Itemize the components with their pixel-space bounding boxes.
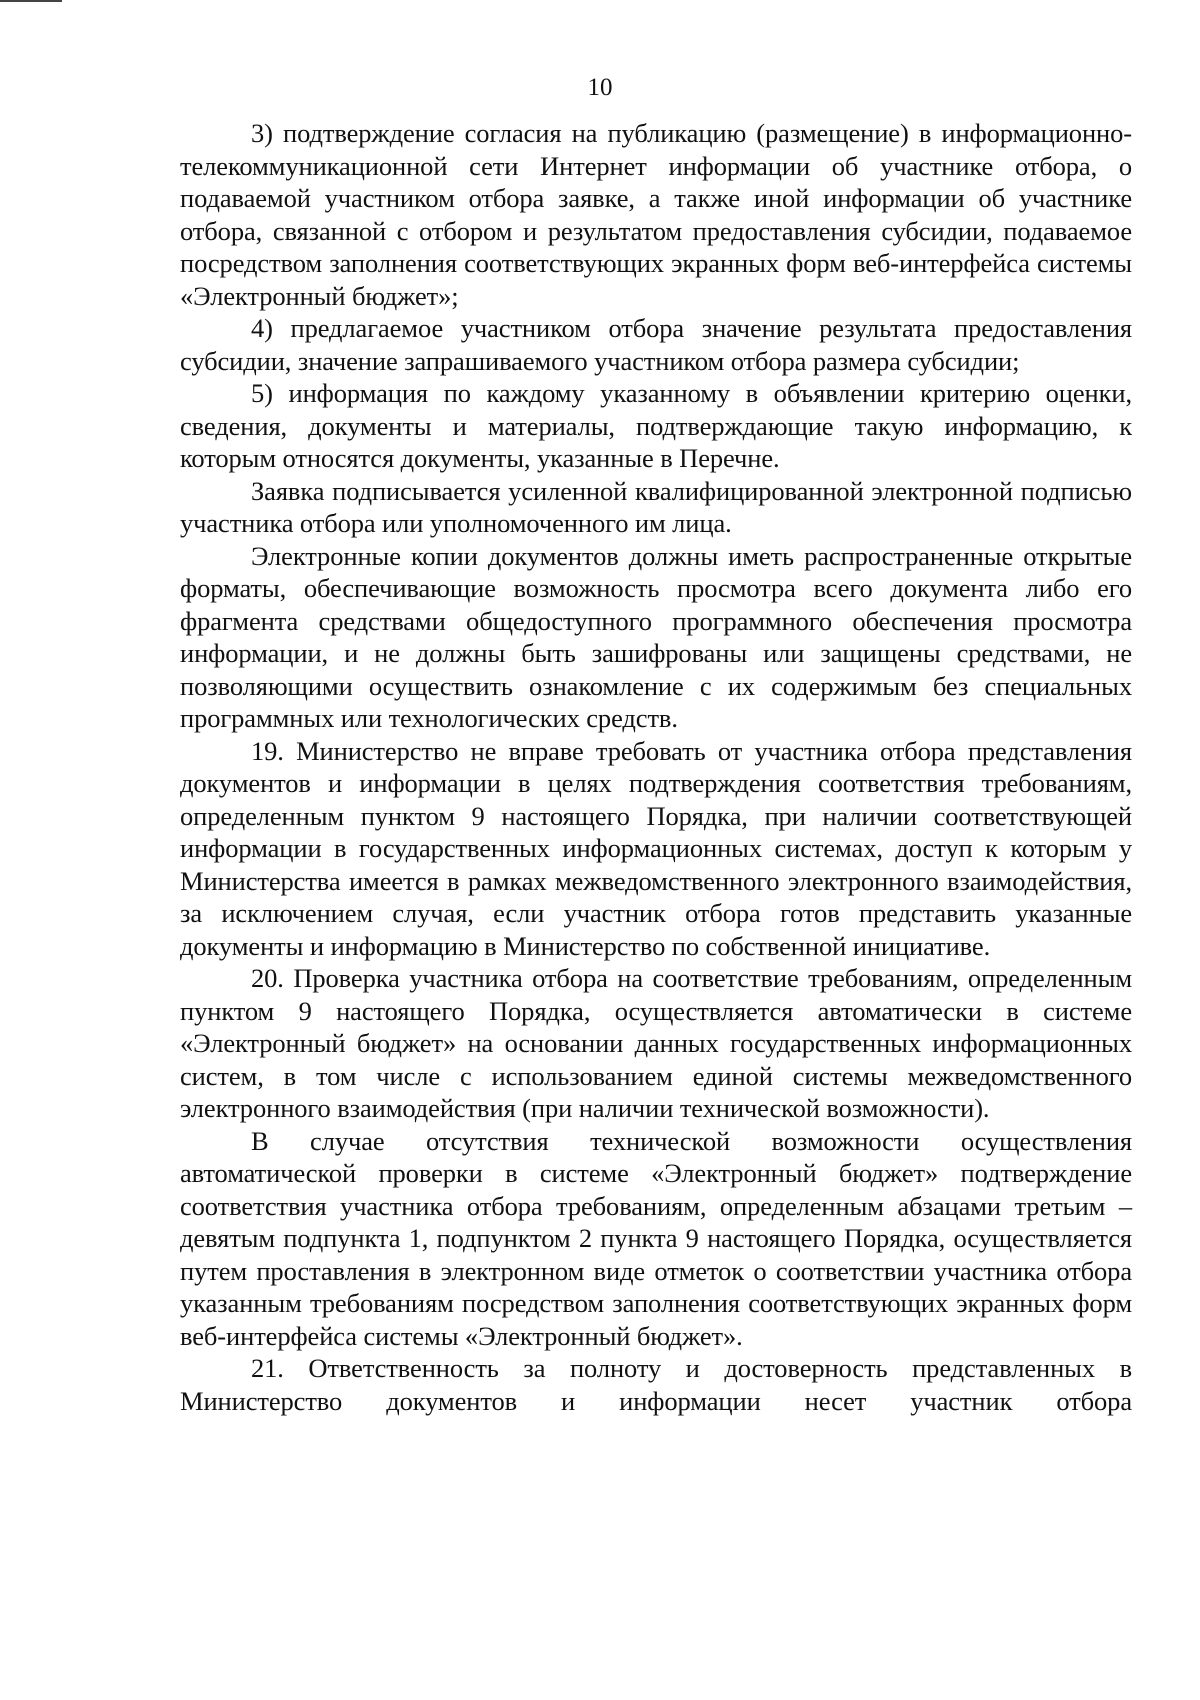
paragraph-clause-20: 20. Проверка участника отбора на соответствие требованиям, определенным пунктом 9 настоящего Порядка, осуществляется автоматически в системе «Электронный бюджет» на основании данных государственных информационных систем, в том числе с использованием единой системы межведомственного электронного взаимодействия (при наличии технической возможности). (180, 963, 1132, 1123)
paragraph-item-3: 3) подтверждение согласия на публикацию (размещение) в информационно-телекоммуникационной сети Интернет информации об участнике отбора, о подаваемой участником отбора заявке, а также иной информации об участнике отбора, связанной с отбором и результатом предоставления субсидии, подаваемое посредством заполнения соответствующих экранных форм веб-интерфейса системы «Электронный бюджет»; (180, 118, 1132, 311)
paragraph-clause-21: 21. Ответственность за полноту и достоверность представленных в Министерство документов и информации несет участник отбора (180, 1353, 1132, 1416)
paragraph-item-4: 4) предлагаемое участником отбора значение результата предоставления субсидии, значение запрашиваемого участником отбора размера субсидии; (180, 313, 1132, 376)
document-body (180, 117, 1132, 1417)
page-number: 10 (587, 74, 613, 101)
paragraph-clause-19: 19. Министерство не вправе требовать от участника отбора представления документов и информации в целях подтверждения соответствия требованиям, определенным пунктом 9 настоящего Порядка, при наличии соответствующей информации в государственных информационных системах, доступ к которым у Министерства имеется в рамках межведомственного электронного взаимодействия, за исключением случая, если участник отбора готов представить указанные документы и информацию в Министерство по собственной инициативе. (180, 735, 1132, 961)
paragraph-manual-check: В случае отсутствия технической возможности осуществления автоматической проверки в системе «Электронный бюджет» подтверждение соответствия участника отбора требованиям, определенным абзацами третьим – девятым подпункта 1, подпунктом 2 пункта 9 настоящего Порядка, осуществляется путем проставления в электронном виде отметок о соответствии участника отбора указанным требованиям посредством заполнения соответствующих экранных форм веб-интерфейса системы «Электронный бюджет». (180, 1125, 1132, 1351)
paragraph-item-5: 5) информация по каждому указанному в объявлении критерию оценки, сведения, документы и материалы, подтверждающие такую информацию, к которым относятся документы, указанные в Перечне. (180, 378, 1132, 473)
scan-edge-mark (0, 0, 62, 2)
paragraph-electronic-copies: Электронные копии документов должны иметь распространенные открытые форматы, обеспечивающие возможность просмотра всего документа либо его фрагмента средствами общедоступного программного обеспечения просмотра информации, и не должны быть зашифрованы или защищены средствами, не позволяющими осуществить ознакомление с их содержимым без специальных программных или технологических средств. (180, 540, 1132, 733)
paragraph-signature: Заявка подписывается усиленной квалифицированной электронной подписью участника отбора или уполномоченного им лица. (180, 475, 1132, 538)
